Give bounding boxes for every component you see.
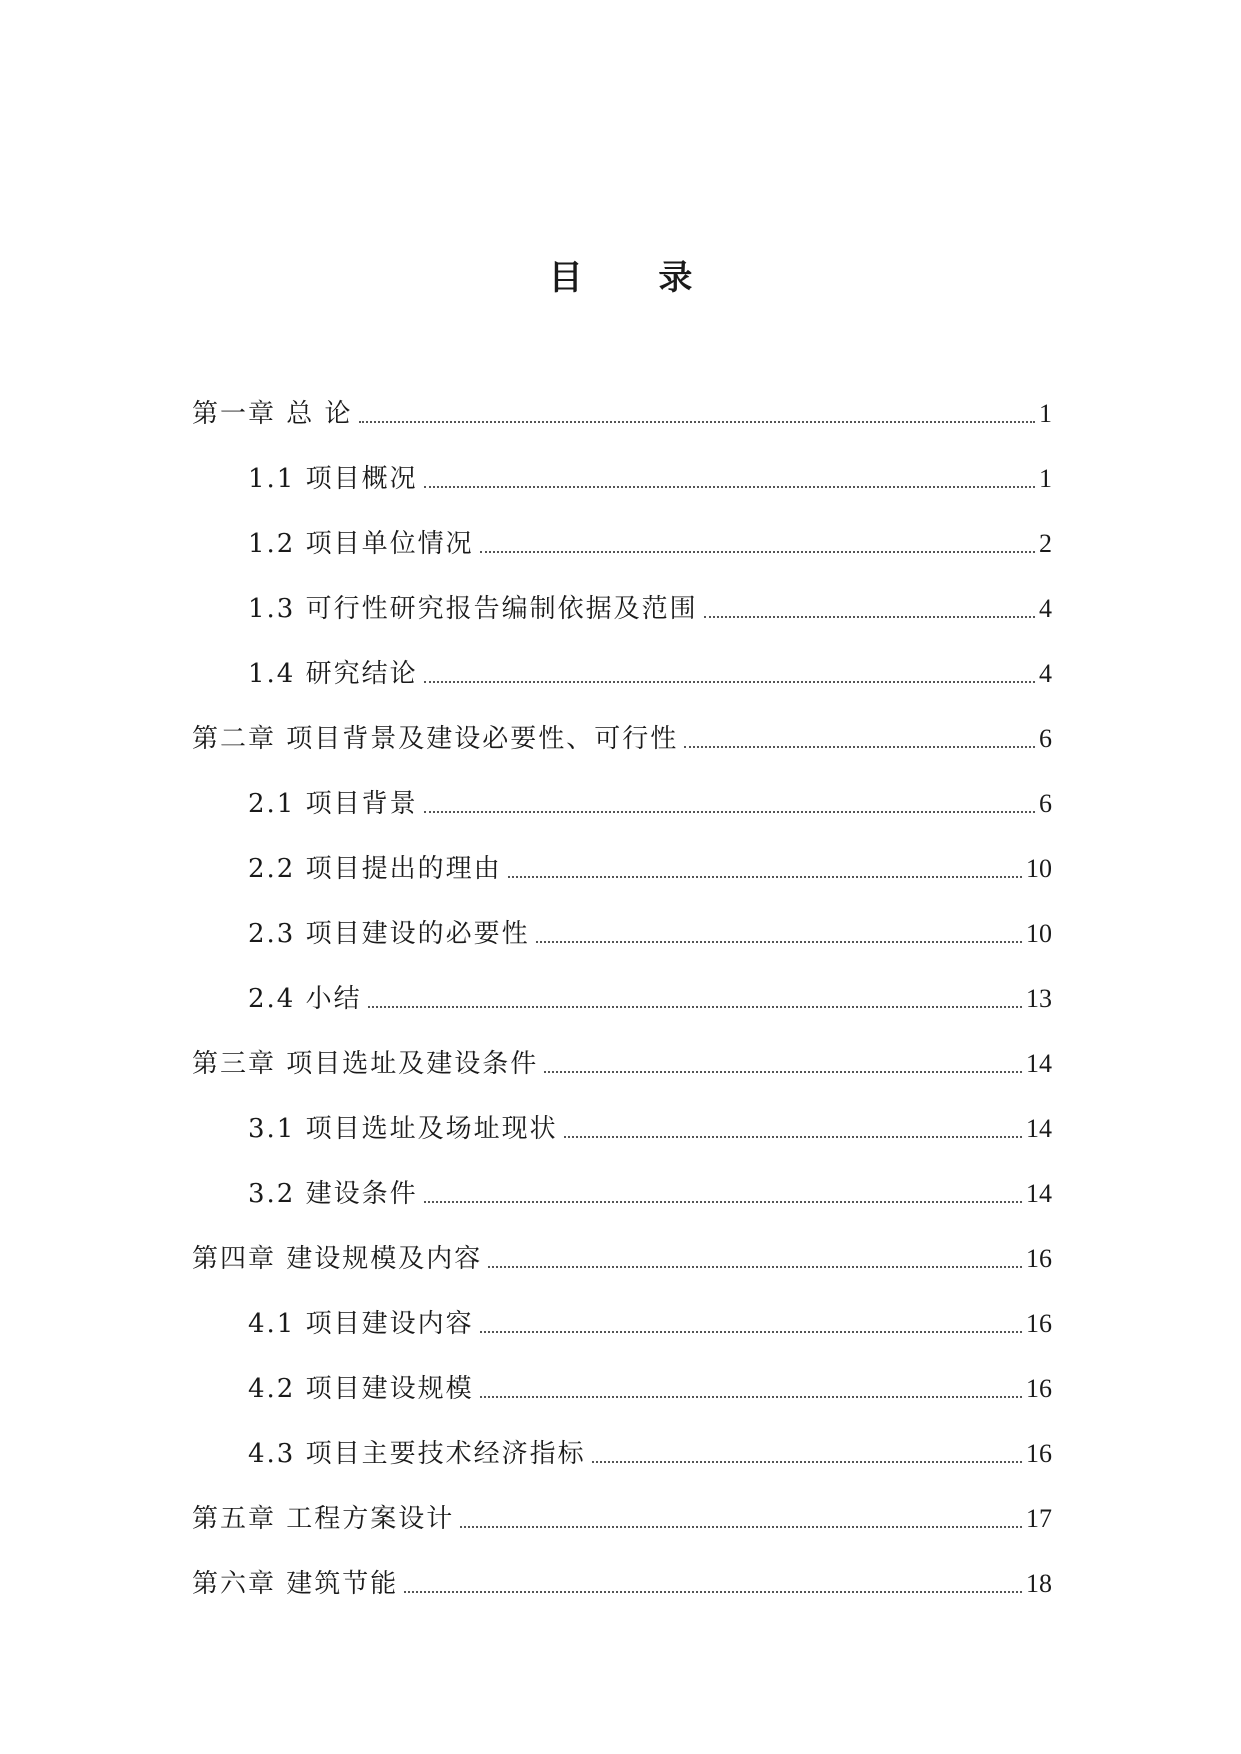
toc-entry-page: 16 [1026, 1374, 1052, 1403]
toc-entry[interactable] [192, 703, 1052, 768]
toc-entry-label: 1.1 项目概况 [248, 464, 418, 494]
toc-entry[interactable] [192, 638, 1052, 703]
toc-entry-label: 3.1 项目选址及场址现状 [248, 1114, 558, 1144]
toc-entry-label: 第六章 建筑节能 [192, 1569, 399, 1599]
toc-entry[interactable] [192, 1353, 1052, 1418]
toc-entry[interactable] [192, 1093, 1052, 1158]
toc-leader-dots [480, 551, 1035, 553]
toc-entry[interactable] [192, 1548, 1052, 1613]
toc-leader-dots [460, 1526, 1022, 1528]
toc-entry-label: 2.2 项目提出的理由 [248, 854, 502, 884]
toc-entry-page: 14 [1026, 1049, 1052, 1078]
toc-leader-dots [424, 811, 1035, 813]
toc-entry[interactable] [192, 1288, 1052, 1353]
toc-entry-label: 2.3 项目建设的必要性 [248, 919, 530, 949]
toc-entry-page: 16 [1026, 1244, 1052, 1273]
toc-leader-dots [508, 876, 1022, 878]
toc-leader-dots [684, 746, 1035, 748]
toc-entry-label: 1.2 项目单位情况 [248, 529, 474, 559]
toc-entry-page: 6 [1039, 724, 1052, 753]
toc-entry[interactable] [192, 1418, 1052, 1483]
toc-entry-page: 6 [1039, 789, 1052, 818]
toc-entry-page: 10 [1026, 919, 1052, 948]
toc-entry-label: 第三章 项目选址及建设条件 [192, 1049, 539, 1079]
toc-entry-page: 13 [1026, 984, 1052, 1013]
toc-entry[interactable] [192, 898, 1052, 963]
toc-entry-label: 第一章 总 论 [192, 399, 353, 429]
toc-entry[interactable] [192, 378, 1052, 443]
toc-entry-page: 1 [1039, 399, 1052, 428]
toc-leader-dots [424, 486, 1035, 488]
toc-entry[interactable] [192, 573, 1052, 638]
toc-leader-dots [424, 1201, 1022, 1203]
toc-entry[interactable] [192, 508, 1052, 573]
toc-entry-page: 2 [1039, 529, 1052, 558]
toc-entry-label: 第二章 项目背景及建设必要性、可行性 [192, 724, 679, 754]
toc-leader-dots [488, 1266, 1022, 1268]
toc-entry-page: 14 [1026, 1114, 1052, 1143]
toc-leader-dots [544, 1071, 1022, 1073]
toc-leader-dots [536, 941, 1022, 943]
toc-entry[interactable] [192, 963, 1052, 1028]
toc-entry-page: 1 [1039, 464, 1052, 493]
toc-entry-label: 2.1 项目背景 [248, 789, 418, 819]
toc-leader-dots [564, 1136, 1022, 1138]
toc-leader-dots [480, 1396, 1022, 1398]
toc-entry[interactable] [192, 1158, 1052, 1223]
toc-entry-label: 第四章 建设规模及内容 [192, 1244, 483, 1274]
toc-entry[interactable] [192, 768, 1052, 833]
toc-leader-dots [359, 421, 1035, 423]
toc-entry[interactable] [192, 1028, 1052, 1093]
toc-leader-dots [592, 1461, 1022, 1463]
toc-entry-page: 4 [1039, 594, 1052, 623]
toc-entry-page: 17 [1026, 1504, 1052, 1533]
toc-entry-label: 4.1 项目建设内容 [248, 1309, 474, 1339]
toc-entry-page: 10 [1026, 854, 1052, 883]
toc-entry-label: 1.4 研究结论 [248, 659, 418, 689]
toc-entry-page: 14 [1026, 1179, 1052, 1208]
toc-title: 目 录 [548, 258, 725, 298]
toc-entry[interactable] [192, 1223, 1052, 1288]
toc-entry-page: 18 [1026, 1569, 1052, 1598]
toc-leader-dots [404, 1591, 1022, 1593]
toc-entry[interactable] [192, 833, 1052, 898]
toc-entry-label: 4.3 项目主要技术经济指标 [248, 1439, 586, 1469]
toc-leader-dots [704, 616, 1035, 618]
toc-entry-page: 4 [1039, 659, 1052, 688]
toc-entry-label: 第五章 工程方案设计 [192, 1504, 455, 1534]
toc-entry-page: 16 [1026, 1309, 1052, 1338]
toc-entry-label: 1.3 可行性研究报告编制依据及范围 [248, 594, 698, 624]
toc-entry-label: 3.2 建设条件 [248, 1179, 418, 1209]
toc-entry-page: 16 [1026, 1439, 1052, 1468]
toc-list [192, 378, 1052, 1613]
toc-entry[interactable] [192, 443, 1052, 508]
toc-entry[interactable] [192, 1483, 1052, 1548]
toc-entry-label: 2.4 小结 [248, 984, 362, 1014]
toc-leader-dots [480, 1331, 1022, 1333]
toc-entry-label: 4.2 项目建设规模 [248, 1374, 474, 1404]
toc-leader-dots [368, 1006, 1022, 1008]
toc-leader-dots [424, 681, 1035, 683]
